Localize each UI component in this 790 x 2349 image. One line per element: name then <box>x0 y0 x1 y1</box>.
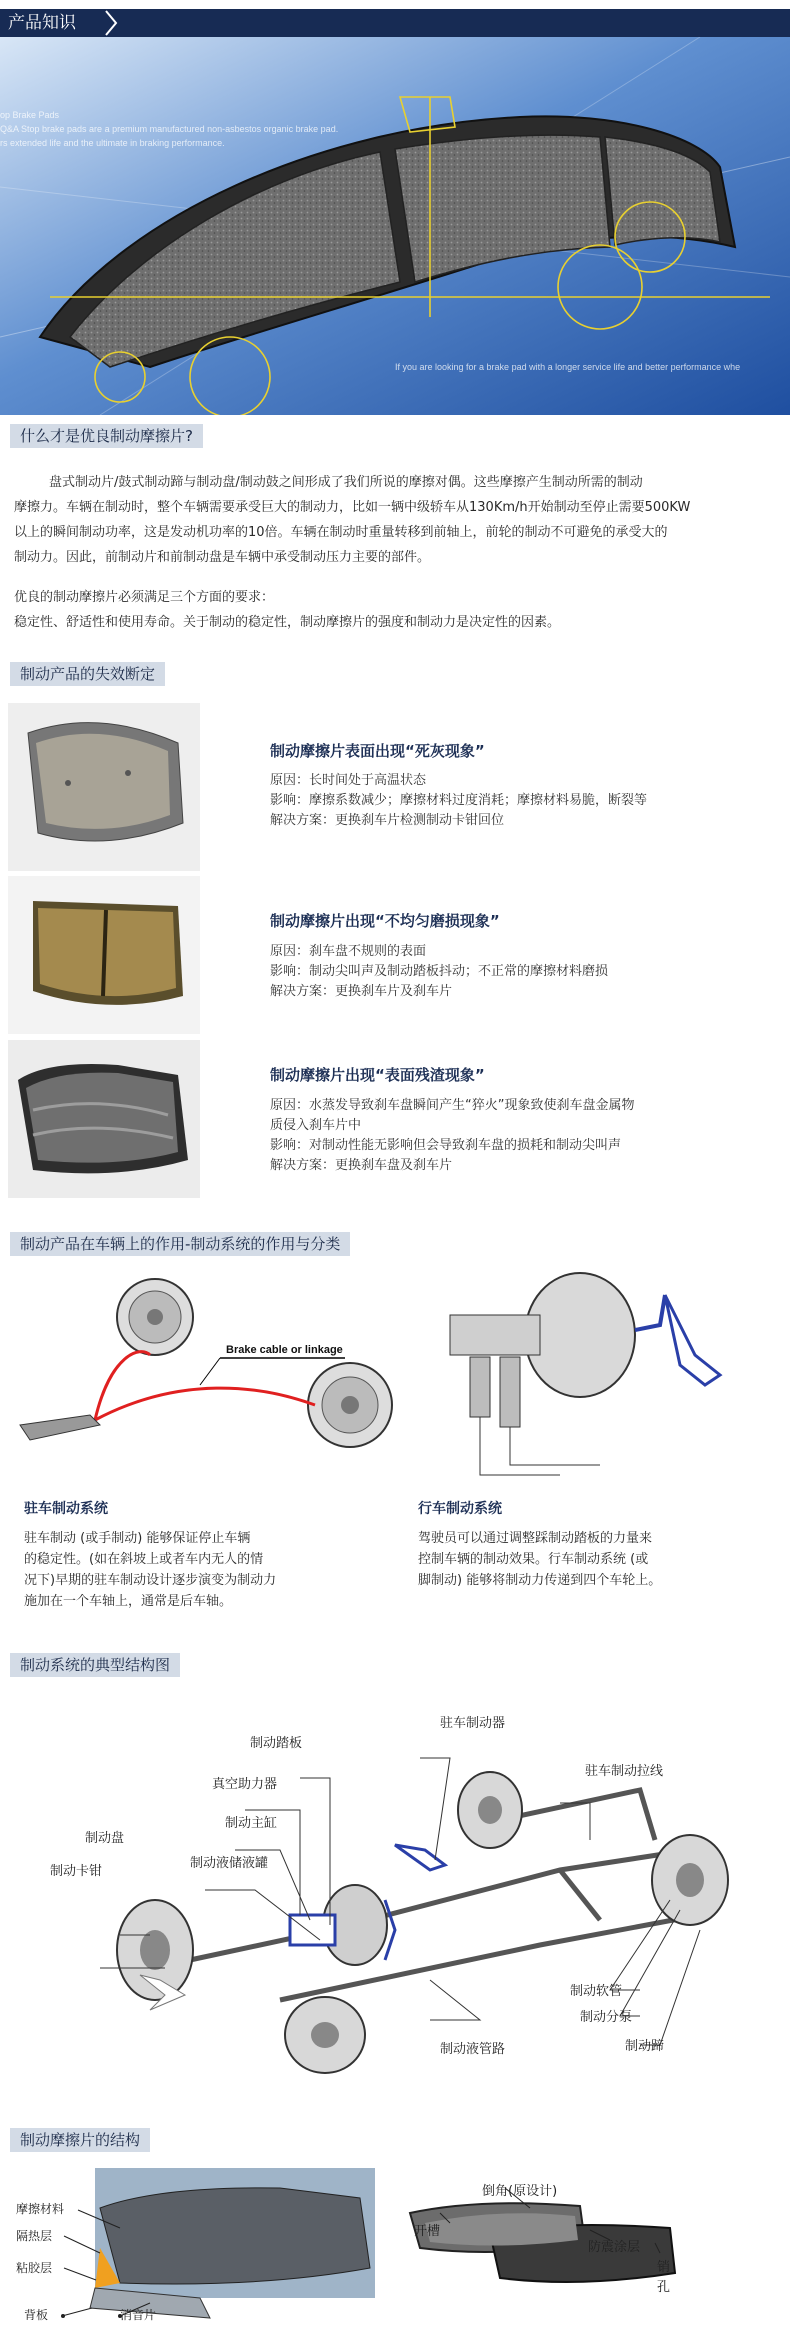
failure-3-effect: 影响：对制动性能无影响但会导致刹车盘的损耗和制动尖叫声 <box>270 1138 622 1153</box>
hero-caption-top-3: rs extended life and the ultimate in braking performance. <box>0 138 225 148</box>
service-brake-line-2: 控制车辆的制动效果。行车制动系统 (或 <box>418 1552 649 1567</box>
label-backplate: 背板 <box>24 2308 49 2322</box>
label-insulation-layer: 隔热层 <box>16 2229 53 2243</box>
label-parking-cable: 驻车制动拉线 <box>585 1764 664 1779</box>
page-tab-label: 产品知识 <box>8 13 76 33</box>
parking-brake-line-3: 况下)早期的驻车制动设计逐步演变为制动力 <box>24 1573 277 1588</box>
label-fluid-reservoir: 制动液储液罐 <box>190 1856 269 1871</box>
section-title-systems: 制动产品在车辆上的作用-制动系统的作用与分类 <box>10 1232 350 1256</box>
failure-3-cause-line-2: 质侵入刹车片中 <box>270 1118 362 1133</box>
parking-brake-line-2: 的稳定性。(如在斜坡上或者车内无人的情 <box>24 1552 264 1567</box>
label-brake-hose: 制动软管 <box>570 1984 623 1999</box>
service-brake-line-3: 脚制动) 能够将制动力传递到四个车轮上。 <box>418 1573 662 1588</box>
failure-2-effect: 影响：制动尖叫声及制动踏板抖动；不正常的摩擦材料磨损 <box>270 964 609 979</box>
label-brake-disc: 制动盘 <box>85 1831 125 1846</box>
quality-para-2-line-1: 优良的制动摩擦片必须满足三个方面的要求： <box>14 590 275 605</box>
quality-para-1-line-1: 盘式制动片/鼓式制动蹄与制动盘/制动鼓之间形成了我们所说的摩擦对偶。这些摩擦产生制动所需的制动 <box>49 475 643 490</box>
label-brake-pipe: 制动液管路 <box>440 2042 506 2057</box>
quality-para-1-line-2: 摩擦力。车辆在制动时，整个车辆需要承受巨大的制动力，比如一辆中级轿车从130Km/h开始制动至停止需要500KW <box>14 500 691 515</box>
quality-para-2-line-2: 稳定性、舒适性和使用寿命。关于制动的稳定性，制动摩擦片的强度和制动力是决定性的因素。 <box>14 615 561 630</box>
red-cable-upper <box>95 1352 150 1420</box>
red-cable-lower <box>95 1388 315 1420</box>
service-brake-line-1: 驾驶员可以通过调整踩制动踏板的力量来 <box>418 1531 653 1546</box>
label-wheel-cylinder: 制动分泵 <box>580 2010 633 2025</box>
failure-1-cause: 原因：长时间处于高温状态 <box>270 773 427 788</box>
rear-drum-lower <box>308 1363 392 1447</box>
label-slot: 开槽 <box>414 2224 441 2239</box>
label-brake-shoe: 制动蹄 <box>625 2039 665 2054</box>
failure-3-solution: 解决方案：更换刹车盘及刹车片 <box>270 1158 453 1173</box>
label-friction-material: 摩擦材料 <box>16 2202 65 2216</box>
label-pin-2: 孔 <box>657 2280 671 2295</box>
quality-para-1-line-4: 制动力。因此，前制动片和前制动盘是车辆中承受制动压力主要的部件。 <box>14 550 431 565</box>
brake-structure-diagram <box>0 1700 790 2100</box>
service-brake-title: 行车制动系统 <box>418 1501 502 1517</box>
failure-3-title: 制动摩擦片出现“表面残渣现象” <box>270 1066 485 1084</box>
failure-1-solution: 解决方案：更换刹车片检测制动卡钳回位 <box>270 813 505 828</box>
label-parking-brake: 驻车制动器 <box>440 1716 506 1731</box>
rear-drum-upper-right <box>458 1772 522 1848</box>
label-vacuum-booster: 真空助力器 <box>212 1777 278 1792</box>
hero-caption-bottom: If you are looking for a brake pad with a longer service life and better performance whe <box>395 362 741 372</box>
brake-systems-illustration <box>0 1265 790 1495</box>
rear-drum-upper <box>117 1279 193 1355</box>
pad-structure-illustration <box>0 2168 790 2349</box>
label-brake-pedal: 制动踏板 <box>250 1736 303 1751</box>
hero-caption-top-1: op Brake Pads <box>0 110 60 120</box>
failure-3-cause-line-1: 原因：水蒸发导致刹车盘瞬间产生“猝火”现象致使刹车盘金属物 <box>270 1098 635 1113</box>
label-brake-caliper: 制动卡钳 <box>50 1864 103 1879</box>
failure-2-cause: 原因：刹车盘不规则的表面 <box>270 944 427 959</box>
parking-brake-line-4: 施加在一个车轴上，通常是后车轴。 <box>24 1594 233 1609</box>
label-master-cylinder: 制动主缸 <box>225 1816 278 1831</box>
failure-2-solution: 解决方案：更换刹车片及刹车片 <box>270 984 453 999</box>
section-title-pad-structure: 制动摩擦片的结构 <box>10 2128 150 2152</box>
section-title-structure: 制动系统的典型结构图 <box>10 1653 180 1677</box>
rear-disc-bottom <box>285 1997 365 2073</box>
failure-image-glazing <box>8 703 200 871</box>
parking-lever <box>395 1845 445 1870</box>
page-tab[interactable] <box>0 9 112 37</box>
parking-brake-line-1: 驻车制动 (或手制动) 能够保证停止车辆 <box>24 1531 251 1546</box>
hero-brake-pad-image <box>0 37 790 415</box>
hero-illustration <box>0 37 790 415</box>
hero-caption-top-2: Q&A Stop brake pads are a premium manufactured non-asbestos organic brake pad. <box>0 124 339 134</box>
label-anti-vibration-coating: 防震涂层 <box>588 2240 641 2255</box>
failure-image-uneven-wear <box>8 876 200 1034</box>
section-title-failure: 制动产品的失效断定 <box>10 662 165 686</box>
label-pin-1: 销 <box>657 2260 671 2275</box>
vacuum-booster-illustration <box>450 1273 720 1475</box>
master-cylinder-booster <box>290 1885 395 1965</box>
failure-1-title: 制动摩擦片表面出现“死灰现象” <box>270 742 485 760</box>
section-title-quality: 什么才是优良制动摩擦片? <box>10 424 203 448</box>
failure-2-title: 制动摩擦片出现“不均匀磨损现象” <box>270 912 500 930</box>
label-shim: 消音片 <box>120 2308 157 2322</box>
label-chamfer: 倒角(原设计) <box>482 2184 558 2199</box>
hand-brake-lever <box>20 1415 100 1440</box>
label-adhesive-layer: 粘胶层 <box>16 2261 53 2275</box>
brake-cable-label: Brake cable or linkage <box>226 1344 343 1356</box>
failure-1-effect: 影响：摩擦系数减少；摩擦材料过度消耗；摩擦材料易脆，断裂等 <box>270 793 648 808</box>
rear-drum-right <box>652 1835 728 1925</box>
parking-brake-title: 驻车制动系统 <box>24 1501 108 1517</box>
chevron-right-icon <box>100 9 120 37</box>
failure-image-residue <box>8 1040 200 1198</box>
quality-para-1-line-3: 以上的瞬间制动功率，这是发动机功率的10倍。车辆在制动时重量转移到前轴上，前轮的制动不可避免的承受大的 <box>14 525 668 540</box>
